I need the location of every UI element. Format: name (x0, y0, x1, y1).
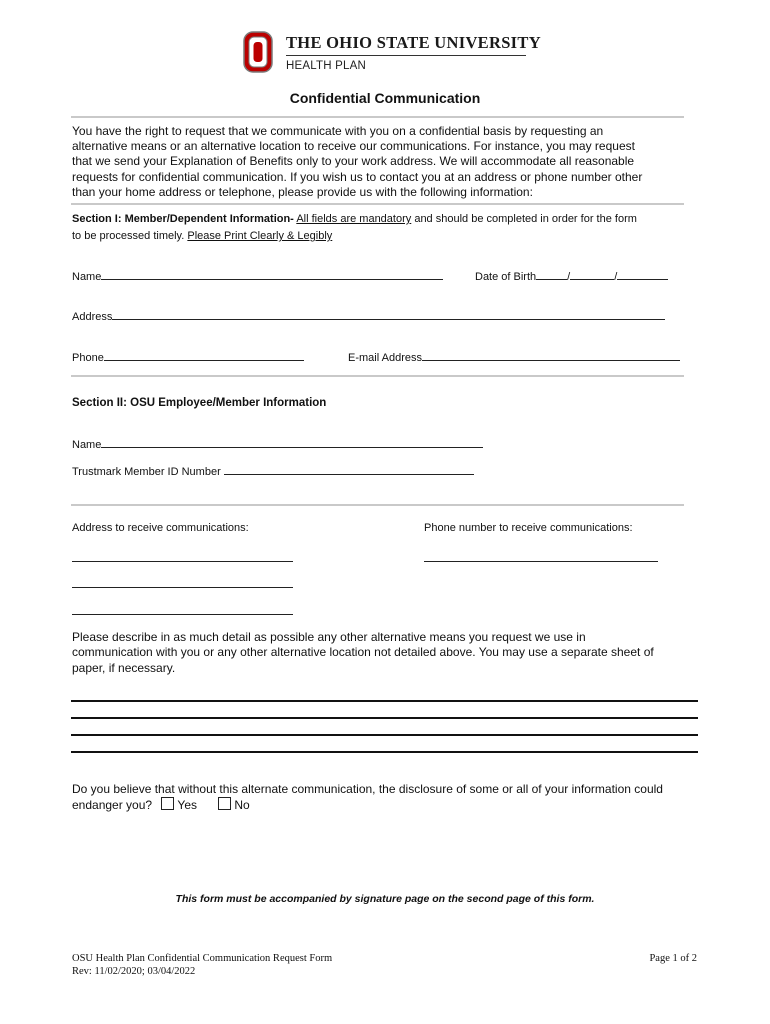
member-address-input[interactable] (112, 310, 665, 320)
question-text: endanger you? (72, 798, 153, 813)
intro-line: requests for confidential communication. If you wish us to contact you at an address or phone number other (72, 169, 643, 184)
comm-phone-label: Phone number to receive communications: (424, 522, 633, 534)
intro-line: alternative means or an alternative location to receive our communications. For instance, you may request (72, 139, 635, 154)
footer-left (72, 952, 332, 978)
intro-line: You have the right to request that we communicate with you on a confidential basis by requesting an (72, 124, 604, 138)
intro-line: that we send your Explanation of Benefits only to your work address. We will accommodate all reasonable (72, 154, 635, 169)
intro-paragraph (72, 124, 686, 200)
email-label: E-mail Address (348, 352, 422, 364)
yes-checkbox[interactable] (161, 797, 174, 810)
description-line-3[interactable] (71, 734, 698, 736)
description-line-2[interactable] (71, 717, 698, 719)
dob-separator: / (567, 271, 571, 283)
employee-name-field[interactable] (72, 438, 483, 451)
yes-label: Yes (177, 798, 197, 813)
member-address-field[interactable] (72, 310, 665, 323)
member-name-label: Name (72, 271, 102, 283)
endangerment-question (72, 782, 663, 814)
description-line: communication with you or any other alternative location not detailed above. You may use a separate sheet of (72, 645, 654, 660)
comm-address-label: Address to receive communications: (72, 522, 249, 534)
page-number: Page 1 of 2 (649, 953, 697, 964)
description-line-1[interactable] (71, 700, 698, 702)
form-title: Confidential Communication (289, 90, 481, 106)
description-line-4[interactable] (71, 751, 698, 753)
print-clearly-note: Please Print Clearly & Legibly (187, 230, 333, 242)
member-name-input[interactable] (101, 270, 443, 280)
comm-address-line-2[interactable] (72, 587, 293, 588)
member-name-field[interactable] (72, 270, 443, 283)
intro-line: than your home address or telephone, please provide us with the following information: (72, 184, 533, 199)
section1-note-cont: to be processed timely. (72, 230, 188, 242)
description-line: paper, if necessary. (72, 660, 176, 675)
dob-label: Date of Birth (475, 271, 537, 283)
dob-day-input[interactable] (570, 270, 614, 280)
divider (71, 375, 684, 377)
employee-name-input[interactable] (101, 438, 483, 448)
divider (71, 504, 684, 506)
dob-month-input[interactable] (536, 270, 567, 280)
employee-name-label: Name (72, 439, 102, 451)
question-line: Do you believe that without this alternate communication, the disclosure of some or all of your information could (72, 782, 663, 796)
description-line: Please describe in as much detail as possible any other alternative means you request we use in (72, 630, 586, 644)
revision-date: Rev: 11/02/2020; 03/04/2022 (72, 966, 196, 977)
member-phone-field[interactable] (72, 351, 304, 364)
member-dob-field[interactable] (475, 270, 668, 283)
section1-heading (72, 213, 637, 225)
signature-page-notice: This form must be accompanied by signature page on the second page of this form. (175, 893, 595, 905)
member-id-input[interactable] (224, 465, 474, 475)
no-checkbox[interactable] (218, 797, 231, 810)
dob-year-input[interactable] (617, 270, 668, 280)
member-phone-input[interactable] (104, 351, 304, 361)
comm-phone-line[interactable] (424, 561, 658, 562)
section1-heading-line2 (72, 230, 332, 242)
university-name: THE OHIO STATE UNIVERSITY (286, 33, 541, 52)
phone-label: Phone (72, 352, 104, 364)
member-email-input[interactable] (422, 351, 680, 361)
header-rule (286, 55, 526, 56)
address-label: Address (72, 311, 113, 323)
question-line2 (72, 797, 663, 813)
alternative-means-description (72, 630, 702, 676)
no-label: No (234, 798, 250, 813)
section1-label: Section I (72, 213, 118, 225)
section2-heading: Section II: OSU Employee/Member Information (72, 397, 327, 409)
member-id-label: Trustmark Member ID Number (72, 466, 224, 478)
osu-block-o-logo (243, 31, 273, 73)
comm-address-line-3[interactable] (72, 614, 293, 615)
section1-title: : Member/Dependent Information- (117, 213, 294, 225)
form-name: OSU Health Plan Confidential Communication Request Form (72, 953, 333, 964)
member-id-field[interactable] (72, 465, 474, 478)
dob-separator: / (614, 271, 618, 283)
health-plan-label: HEALTH PLAN (286, 60, 366, 72)
divider (71, 203, 684, 205)
section1-note: and should be completed in order for the form (411, 213, 637, 225)
divider (71, 116, 684, 118)
member-email-field[interactable] (348, 351, 680, 364)
comm-address-line-1[interactable] (72, 561, 293, 562)
mandatory-note: All fields are mandatory (296, 213, 412, 225)
